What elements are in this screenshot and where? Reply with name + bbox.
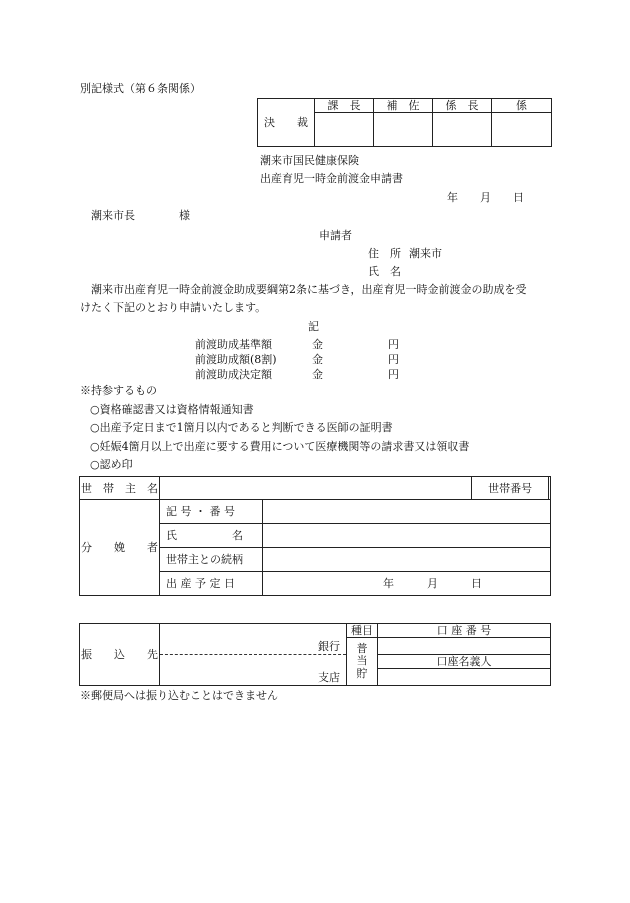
- branch-suffix: 支店: [318, 671, 340, 684]
- account-name-input[interactable]: [378, 669, 551, 686]
- body-text-line-1: 潮来市出産育児一時金前渡金助成要綱第2条に基づき，出産育児一時金前渡金の助成を受: [91, 283, 527, 296]
- amount-label: 前渡助成決定額: [195, 368, 272, 381]
- mother-label: 分 娩 者: [80, 500, 160, 596]
- amount-label: 前渡助成基準額: [195, 338, 272, 351]
- bank-table: [79, 623, 551, 686]
- household-number-input[interactable]: [549, 477, 551, 500]
- household-number-label: 世帯番号: [472, 477, 549, 500]
- account-name-label: 口座名義人: [378, 655, 551, 669]
- due-date-field[interactable]: 年 月 日: [263, 572, 551, 596]
- amount-yen: 円: [388, 353, 399, 366]
- address-label: 住 所: [368, 247, 401, 260]
- bring-item: ○認め印: [90, 458, 133, 471]
- address-value: 潮来市: [409, 247, 442, 260]
- footnote: ※郵便局へは振り込むことはできません: [80, 689, 278, 702]
- mother-number-input[interactable]: [263, 500, 551, 524]
- name-label: 氏 名: [368, 265, 401, 278]
- branch-name-field[interactable]: [160, 655, 347, 686]
- approval-table: [257, 98, 552, 147]
- approval-col-head: 補 佐: [374, 99, 433, 113]
- form-label: 別記様式（第６条関係）: [80, 82, 201, 95]
- ki-heading: 記: [308, 320, 319, 333]
- bring-item: ○資格確認書又は資格情報通知書: [90, 403, 254, 416]
- amount-kin: 金: [312, 353, 323, 366]
- mother-row-label: 世帯主との続柄: [160, 548, 263, 572]
- amount-yen: 円: [388, 338, 399, 351]
- bring-item: ○出産予定日まで1箇月以内であると判断できる医師の証明書: [90, 421, 393, 434]
- form-title: 出産育児一時金前渡金申請書: [260, 172, 403, 185]
- approval-col-head: 係 長: [433, 99, 492, 113]
- bring-item: ○妊娠4箇月以上で出産に要する費用について医療機関等の請求書又は領収書: [90, 440, 470, 453]
- title-line-1: 潮来市国民健康保険: [260, 154, 359, 167]
- mother-name-input[interactable]: [263, 524, 551, 548]
- approval-col-head: 係: [492, 99, 552, 113]
- account-number-input[interactable]: [378, 638, 551, 655]
- account-number-label: 口 座 番 号: [378, 624, 551, 638]
- approval-stamp-box[interactable]: [492, 113, 552, 147]
- approval-stamp-box[interactable]: [433, 113, 492, 147]
- addressee: 潮来市長 様: [91, 209, 190, 222]
- date-line: 年 月 日: [447, 191, 524, 204]
- type-label: 種目: [347, 624, 378, 638]
- amount-kin: 金: [312, 338, 323, 351]
- approval-col-head: 課 長: [315, 99, 374, 113]
- mother-row-label: 記 号 ・ 番 号: [160, 500, 263, 524]
- bank-name-field[interactable]: [160, 624, 347, 655]
- bring-heading: ※持参するもの: [80, 384, 157, 397]
- approval-stamp-box[interactable]: [374, 113, 433, 147]
- household-head-label: 世 帯 主 名: [80, 477, 160, 500]
- household-table: [79, 476, 551, 596]
- amount-yen: 円: [388, 368, 399, 381]
- household-head-input[interactable]: [160, 477, 472, 500]
- approval-stamp-box[interactable]: [315, 113, 374, 147]
- bank-suffix: 銀行: [318, 640, 340, 653]
- amount-kin: 金: [312, 368, 323, 381]
- body-text-line-2: けたく下記のとおり申請いたします。: [80, 301, 267, 314]
- applicant-heading: 申請者: [319, 229, 352, 242]
- mother-row-label: 出 産 予 定 日: [160, 572, 263, 596]
- mother-row-label: 氏 名: [160, 524, 263, 548]
- relationship-input[interactable]: [263, 548, 551, 572]
- amount-label: 前渡助成額(8割): [195, 353, 277, 366]
- bank-label: 振 込 先: [80, 624, 160, 686]
- account-type-field[interactable]: 普 当 貯: [347, 638, 378, 686]
- approval-label: 決 裁: [258, 99, 315, 147]
